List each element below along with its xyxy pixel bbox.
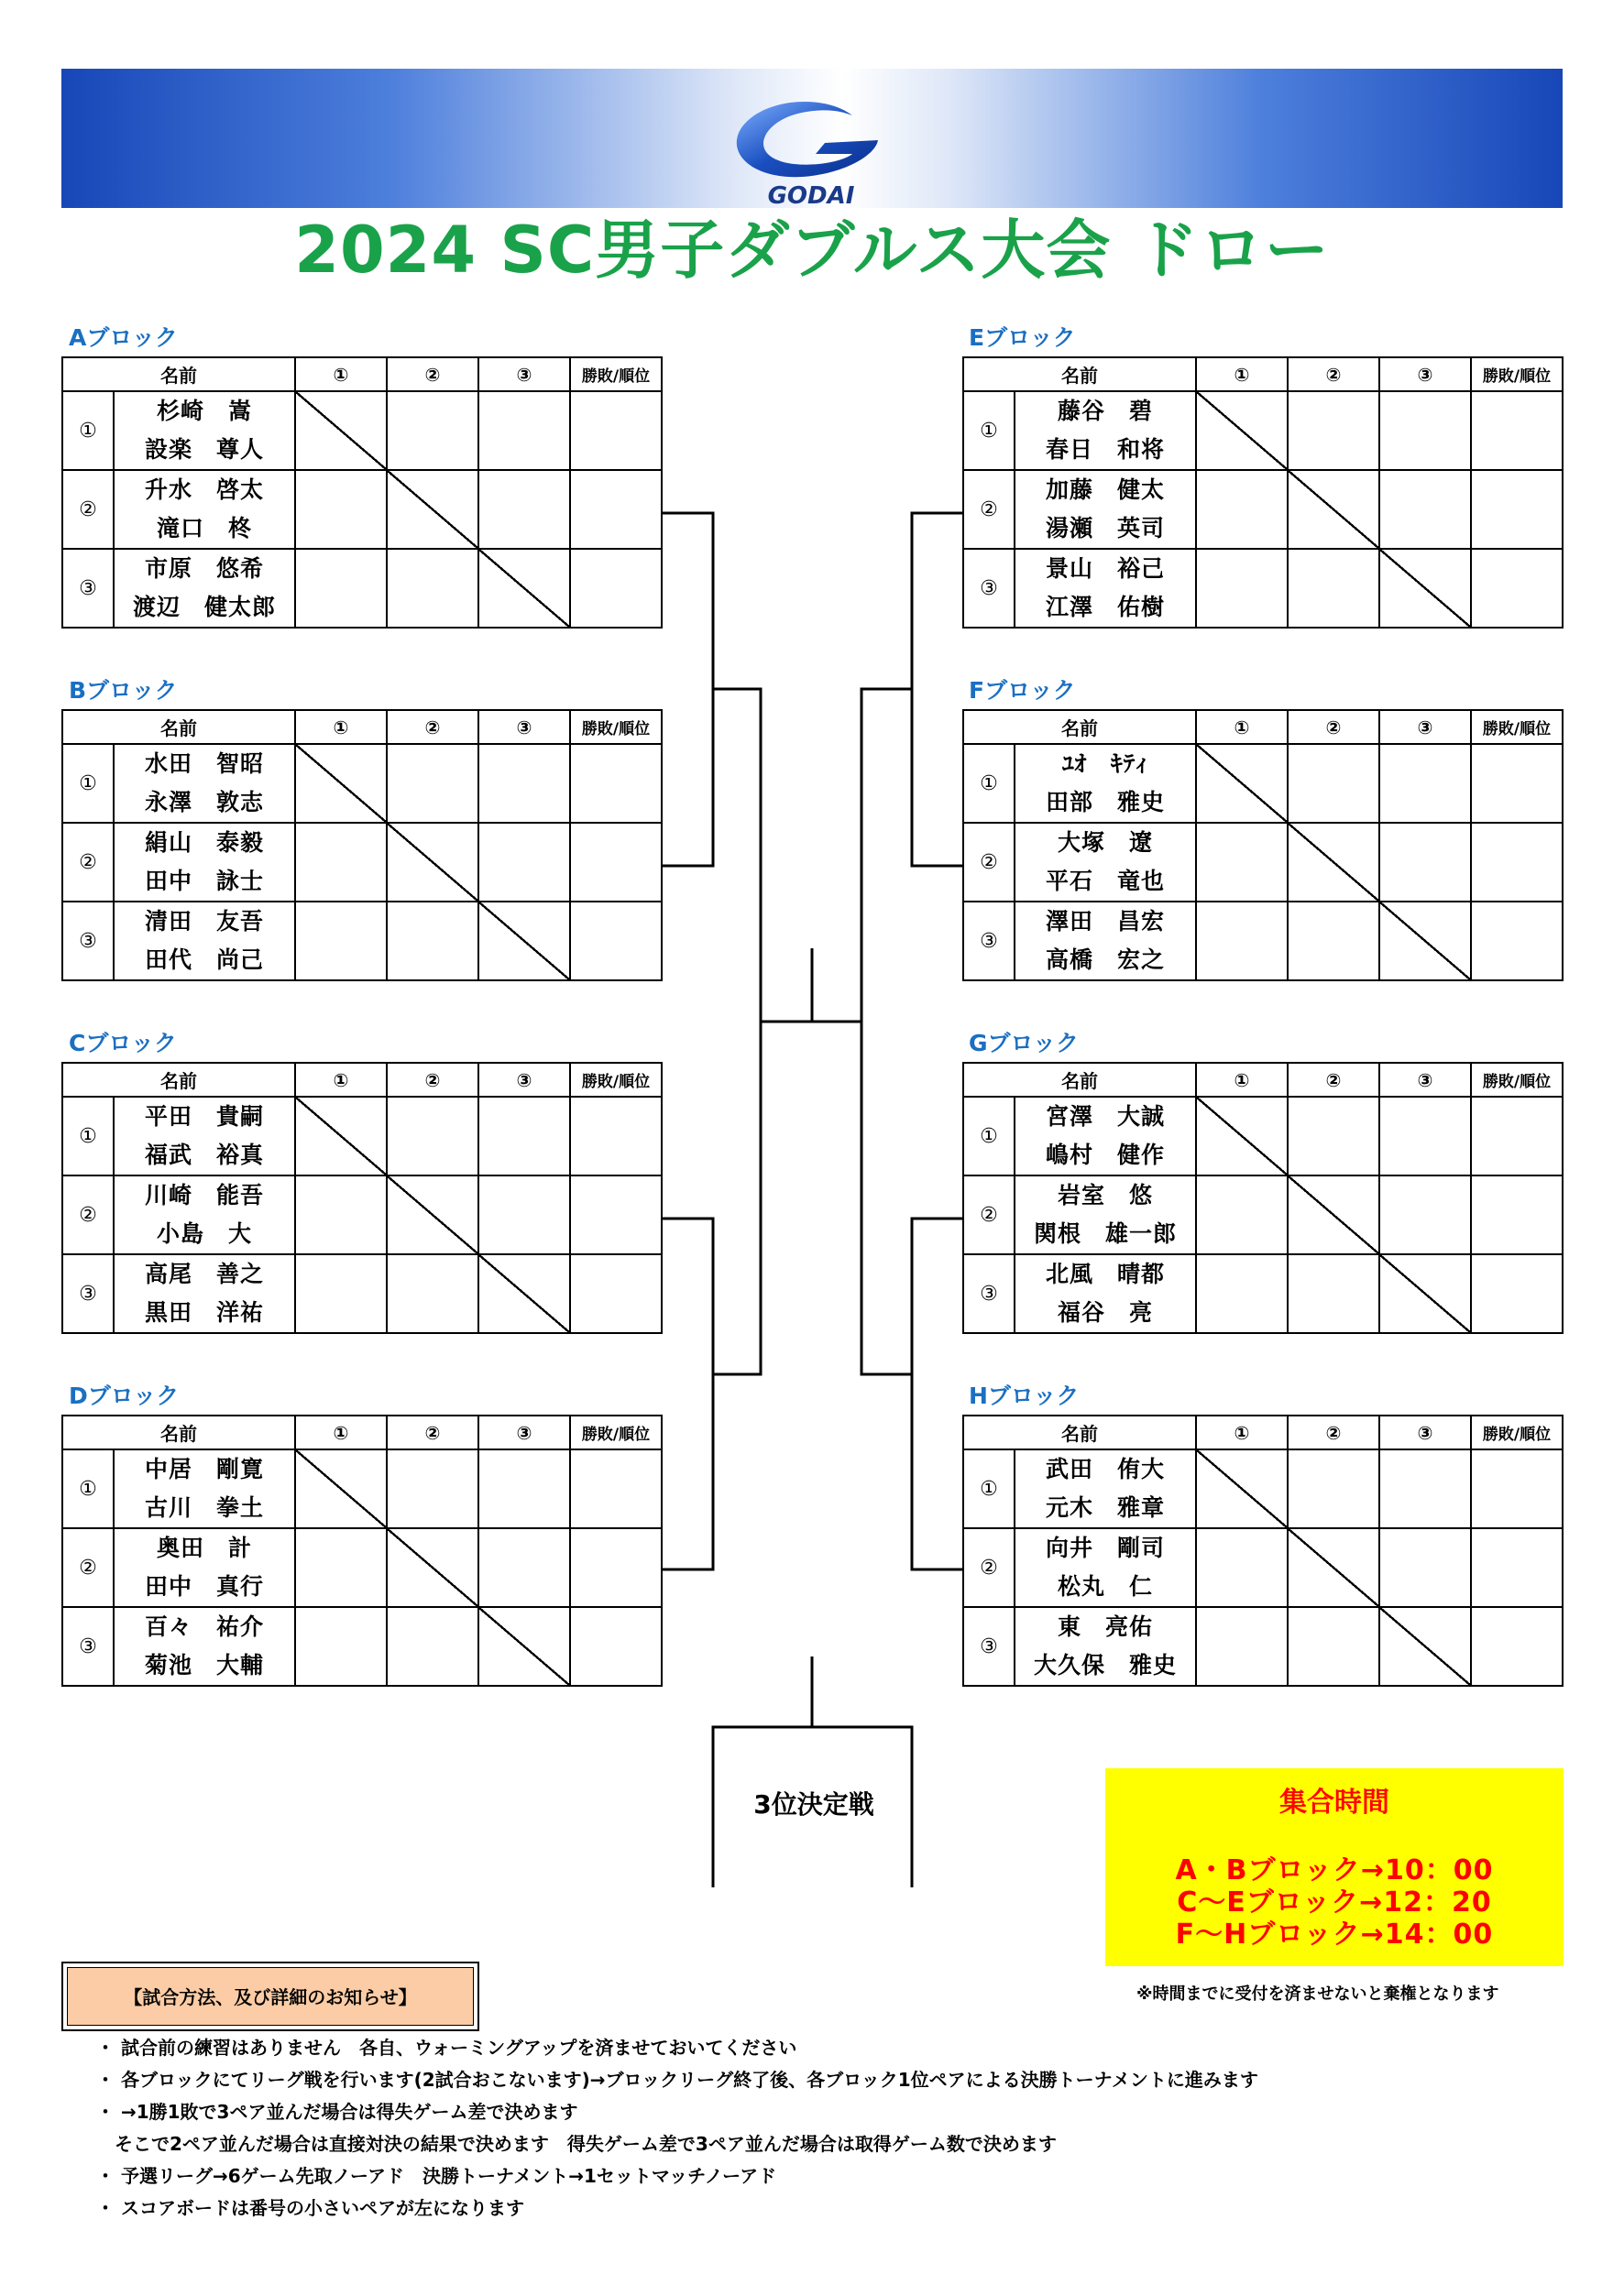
score-cell <box>1379 391 1471 470</box>
header-match-1: ① <box>1196 1416 1288 1449</box>
rule-item: ・ 試合前の練習はありません 各自、ウォーミングアップを済ませておいてください <box>96 2037 797 2059</box>
score-cell <box>1379 1175 1471 1254</box>
pair-names <box>114 470 295 549</box>
header-result: 勝敗/順位 <box>1471 1416 1563 1449</box>
score-cell <box>1196 1528 1288 1607</box>
header-match-2: ② <box>1288 710 1379 744</box>
block-a-label: Aブロック <box>69 324 178 351</box>
score-cell-self <box>1288 1528 1379 1607</box>
score-cell <box>1379 1528 1471 1607</box>
pair-number: ① <box>963 1097 1015 1175</box>
pair-names <box>114 1254 295 1333</box>
player-name: 菊池 大輔 <box>144 1652 264 1678</box>
header-name: 名前 <box>963 1063 1196 1097</box>
player-name: 黒田 洋祐 <box>144 1299 264 1326</box>
block-a-table <box>61 356 663 629</box>
block-h-table <box>962 1415 1564 1687</box>
result-cell <box>570 1607 662 1686</box>
header-match-3: ③ <box>478 1416 570 1449</box>
score-cell <box>478 1175 570 1254</box>
result-cell <box>570 823 662 902</box>
player-name: 松丸 仁 <box>1057 1573 1153 1600</box>
pair-names <box>114 823 295 902</box>
header-match-3: ③ <box>1379 1063 1471 1097</box>
result-cell <box>1471 1528 1563 1607</box>
score-cell <box>295 549 387 628</box>
score-cell-self <box>387 470 478 549</box>
pair-number: ① <box>62 391 114 470</box>
pair-number: ② <box>62 823 114 902</box>
player-name: 杉崎 嵩 <box>156 398 252 424</box>
score-cell <box>295 1254 387 1333</box>
pair-number: ② <box>62 1175 114 1254</box>
score-cell <box>1196 1254 1288 1333</box>
block-c-label: Cブロック <box>69 1030 177 1056</box>
pair-number: ① <box>62 1449 114 1528</box>
pair-names <box>114 1175 295 1254</box>
block-f-table <box>962 709 1564 981</box>
pair-names <box>1015 902 1196 980</box>
header-name: 名前 <box>963 357 1196 391</box>
score-cell <box>387 902 478 980</box>
player-name: 升水 啓太 <box>144 476 264 503</box>
score-cell <box>1288 391 1379 470</box>
rule-item: ・ 予選リーグ→6ゲーム先取ノーアド 決勝トーナメント→1セットマッチノーアド <box>96 2165 777 2187</box>
header-match-3: ③ <box>1379 710 1471 744</box>
score-cell <box>478 470 570 549</box>
pair-names <box>1015 549 1196 628</box>
player-name: 設楽 尊人 <box>144 436 264 463</box>
score-cell <box>387 744 478 823</box>
score-cell <box>1288 549 1379 628</box>
player-name: 市原 悠希 <box>144 555 264 582</box>
score-cell <box>295 470 387 549</box>
pair-names <box>1015 1254 1196 1333</box>
score-cell-self <box>478 549 570 628</box>
header-match-3: ③ <box>1379 357 1471 391</box>
score-cell <box>1288 1607 1379 1686</box>
bracket-ab <box>662 513 713 866</box>
score-cell <box>478 1528 570 1607</box>
header-result: 勝敗/順位 <box>1471 357 1563 391</box>
player-name: 高橋 宏之 <box>1045 946 1165 973</box>
pair-number: ① <box>62 1097 114 1175</box>
pair-number: ② <box>963 823 1015 902</box>
block-b-table <box>61 709 663 981</box>
score-cell <box>387 391 478 470</box>
pair-number: ② <box>62 470 114 549</box>
player-name: 百々 祐介 <box>144 1613 264 1640</box>
result-cell <box>1471 1607 1563 1686</box>
header-name: 名前 <box>62 1063 295 1097</box>
score-cell <box>295 1607 387 1686</box>
header-result: 勝敗/順位 <box>1471 710 1563 744</box>
player-name: 嶋村 健作 <box>1045 1142 1165 1168</box>
result-cell <box>1471 1254 1563 1333</box>
result-cell <box>570 1254 662 1333</box>
header-name: 名前 <box>62 1416 295 1449</box>
rule-item: ・ スコアボードは番号の小さいペアが左になります <box>96 2197 524 2219</box>
rule-item: ・ →1勝1敗で3ペア並んだ場合は得失ゲーム差で決めます <box>96 2101 578 2123</box>
pair-names <box>114 902 295 980</box>
header-name: 名前 <box>62 710 295 744</box>
third-place-label: 3位決定戦 <box>753 1789 874 1820</box>
result-cell <box>1471 470 1563 549</box>
score-cell <box>1196 823 1288 902</box>
score-cell-self <box>387 1528 478 1607</box>
score-cell <box>1288 744 1379 823</box>
assembly-footnote: ※時間までに受付を済ませないと棄権となります <box>1136 1984 1499 2004</box>
pair-number: ③ <box>963 549 1015 628</box>
score-cell <box>295 823 387 902</box>
header-match-2: ② <box>387 1063 478 1097</box>
player-name: 江澤 佑樹 <box>1045 594 1165 620</box>
header-match-3: ③ <box>478 357 570 391</box>
result-cell <box>1471 391 1563 470</box>
result-cell <box>1471 549 1563 628</box>
block-e-table <box>962 356 1564 629</box>
player-name: 滝口 柊 <box>156 515 252 541</box>
header-result: 勝敗/順位 <box>570 710 662 744</box>
block-d-label: Dブロック <box>69 1383 180 1409</box>
bracket-gh <box>912 1219 962 1569</box>
block-g-table <box>962 1062 1564 1334</box>
score-cell-self <box>478 1607 570 1686</box>
score-cell <box>387 1254 478 1333</box>
pair-number: ③ <box>62 1254 114 1333</box>
score-cell <box>387 1449 478 1528</box>
score-cell <box>1379 744 1471 823</box>
result-cell <box>1471 1449 1563 1528</box>
player-name: 小島 大 <box>156 1220 252 1247</box>
pair-names <box>1015 391 1196 470</box>
pair-number: ③ <box>62 1607 114 1686</box>
player-name: 田中 詠士 <box>144 868 264 894</box>
score-cell <box>478 1449 570 1528</box>
bracket-cd <box>662 1219 713 1569</box>
score-cell <box>387 1097 478 1175</box>
header-match-1: ① <box>295 1416 387 1449</box>
player-name: 永澤 敦志 <box>144 789 264 815</box>
score-cell-self <box>295 744 387 823</box>
assembly-line: A・Bブロック→10：00 <box>1175 1854 1494 1886</box>
score-cell <box>1196 902 1288 980</box>
pair-number: ③ <box>963 1607 1015 1686</box>
block-c-table <box>61 1062 663 1334</box>
pair-number: ① <box>62 744 114 823</box>
score-cell-self <box>1196 744 1288 823</box>
result-cell <box>570 1528 662 1607</box>
header-match-1: ① <box>1196 1063 1288 1097</box>
header-match-3: ③ <box>478 1063 570 1097</box>
result-cell <box>570 1449 662 1528</box>
result-cell <box>1471 902 1563 980</box>
pair-number: ③ <box>963 902 1015 980</box>
score-cell-self <box>478 902 570 980</box>
pair-number: ② <box>963 470 1015 549</box>
result-cell <box>570 391 662 470</box>
player-name: 福武 裕真 <box>144 1142 264 1168</box>
result-cell <box>570 902 662 980</box>
assembly-line: C～Eブロック→12：20 <box>1177 1886 1492 1919</box>
score-cell-self <box>1196 391 1288 470</box>
score-cell-self <box>1379 1254 1471 1333</box>
header-name: 名前 <box>963 710 1196 744</box>
player-name: 藤谷 碧 <box>1057 398 1153 424</box>
header-name: 名前 <box>963 1416 1196 1449</box>
header-match-2: ② <box>1288 357 1379 391</box>
score-cell <box>1196 470 1288 549</box>
score-cell-self <box>1196 1097 1288 1175</box>
assembly-heading: 集合時間 <box>1279 1787 1389 1819</box>
pair-names <box>1015 470 1196 549</box>
player-name: 渡辺 健太郎 <box>132 594 276 620</box>
score-cell-self <box>1379 549 1471 628</box>
player-name: 宮澤 大誠 <box>1045 1103 1165 1130</box>
player-name: 澤田 昌宏 <box>1045 908 1165 935</box>
block-b-label: Bブロック <box>69 677 178 704</box>
player-name: 北風 晴都 <box>1045 1261 1165 1287</box>
score-cell-self <box>1288 1175 1379 1254</box>
score-cell <box>387 1607 478 1686</box>
pair-names <box>114 1097 295 1175</box>
pair-names <box>114 549 295 628</box>
block-e-label: Eブロック <box>969 324 1076 351</box>
player-name: 平田 貴嗣 <box>144 1103 264 1130</box>
result-cell <box>570 549 662 628</box>
bracket-left-semi <box>713 689 761 1374</box>
pair-names <box>114 744 295 823</box>
score-cell-self <box>295 391 387 470</box>
pair-names <box>1015 1097 1196 1175</box>
pair-number: ① <box>963 744 1015 823</box>
pair-names <box>114 391 295 470</box>
player-name: 関根 雄一郎 <box>1033 1220 1177 1247</box>
result-cell <box>570 744 662 823</box>
player-name: 大久保 雅史 <box>1033 1652 1177 1678</box>
header-match-2: ② <box>1288 1063 1379 1097</box>
header-result: 勝敗/順位 <box>570 1416 662 1449</box>
bracket-right-semi <box>861 689 912 1374</box>
pair-names <box>1015 1528 1196 1607</box>
notice-title: 【試合方法、及び詳細のお知らせ】 <box>67 1967 474 2026</box>
header-result: 勝敗/順位 <box>1471 1063 1563 1097</box>
player-name: 奥田 計 <box>156 1535 252 1561</box>
result-cell <box>570 470 662 549</box>
score-cell <box>1379 470 1471 549</box>
rules-list <box>96 2032 1258 2225</box>
block-d-table <box>61 1415 663 1687</box>
result-cell <box>1471 1175 1563 1254</box>
player-name: 田部 雅史 <box>1045 789 1165 815</box>
score-cell <box>1196 1175 1288 1254</box>
score-cell <box>295 902 387 980</box>
player-name: 大塚 遼 <box>1057 829 1153 856</box>
result-cell <box>1471 1097 1563 1175</box>
score-cell <box>478 823 570 902</box>
page-title: 2024 SC男子ダブルス大会 ドロー <box>294 213 1330 288</box>
player-name: 向井 剛司 <box>1045 1535 1165 1561</box>
header-match-2: ② <box>387 1416 478 1449</box>
player-name: 春日 和将 <box>1045 436 1165 463</box>
score-cell <box>1196 1607 1288 1686</box>
header-match-2: ② <box>387 710 478 744</box>
score-cell <box>295 1175 387 1254</box>
pair-names <box>114 1607 295 1686</box>
score-cell <box>1288 1254 1379 1333</box>
player-name: 景山 裕己 <box>1045 555 1165 582</box>
score-cell-self <box>387 1175 478 1254</box>
player-name: 清田 友吾 <box>144 908 264 935</box>
pair-number: ③ <box>963 1254 1015 1333</box>
player-name: 古川 拳土 <box>144 1494 264 1521</box>
player-name: 絹山 泰毅 <box>144 829 264 856</box>
header-result: 勝敗/順位 <box>570 357 662 391</box>
header-match-2: ② <box>387 357 478 391</box>
result-cell <box>570 1175 662 1254</box>
score-cell-self <box>1196 1449 1288 1528</box>
rule-item: ・ 各ブロックにてリーグ戦を行います(2試合おこないます)→ブロックリーグ終了後、各ブロック1位ペアによる決勝トーナメントに進みます <box>96 2069 1258 2091</box>
pair-number: ③ <box>62 549 114 628</box>
pair-names <box>1015 744 1196 823</box>
pair-number: ① <box>963 1449 1015 1528</box>
header-match-1: ① <box>295 710 387 744</box>
score-cell <box>1379 823 1471 902</box>
pair-names <box>1015 1449 1196 1528</box>
score-cell <box>1196 549 1288 628</box>
pair-number: ② <box>963 1175 1015 1254</box>
player-name: 川崎 能吾 <box>144 1182 264 1208</box>
header-match-1: ① <box>1196 710 1288 744</box>
score-cell-self <box>478 1254 570 1333</box>
player-name: 中居 剛寛 <box>144 1456 264 1482</box>
score-cell <box>1379 1449 1471 1528</box>
bracket-ef <box>912 513 962 866</box>
score-cell <box>1288 1449 1379 1528</box>
result-cell <box>570 1097 662 1175</box>
player-name: ﾕｵ ｷﾃｨ <box>1062 750 1148 777</box>
player-name: 水田 智昭 <box>144 750 264 777</box>
assembly-time-box <box>1105 1768 1564 1966</box>
result-cell <box>1471 744 1563 823</box>
pair-names <box>114 1449 295 1528</box>
pair-number: ② <box>62 1528 114 1607</box>
block-h-label: Hブロック <box>969 1383 1080 1409</box>
pair-names <box>1015 1607 1196 1686</box>
score-cell <box>295 1528 387 1607</box>
header-result: 勝敗/順位 <box>570 1063 662 1097</box>
header-match-3: ③ <box>1379 1416 1471 1449</box>
block-g-label: Gブロック <box>969 1030 1080 1056</box>
logo-text: GODAI <box>767 182 855 209</box>
score-cell <box>1288 1097 1379 1175</box>
player-name: 加藤 健太 <box>1045 476 1165 503</box>
rule-item: そこで2ペア並んだ場合は直接対決の結果で決めます 得失ゲーム差で3ペア並んだ場合は取得ゲーム数で決めます <box>115 2133 1057 2155</box>
player-name: 高尾 善之 <box>144 1261 264 1287</box>
score-cell <box>478 744 570 823</box>
score-cell <box>387 549 478 628</box>
block-f-label: Fブロック <box>969 677 1076 704</box>
pair-number: ② <box>963 1528 1015 1607</box>
header-name: 名前 <box>62 357 295 391</box>
header-match-3: ③ <box>478 710 570 744</box>
score-cell-self <box>1379 1607 1471 1686</box>
header-match-1: ① <box>1196 357 1288 391</box>
pair-number: ① <box>963 391 1015 470</box>
score-cell <box>478 1097 570 1175</box>
player-name: 武田 侑大 <box>1045 1456 1165 1482</box>
pair-number: ③ <box>62 902 114 980</box>
pair-names <box>1015 1175 1196 1254</box>
player-name: 田中 真行 <box>144 1573 264 1600</box>
score-cell <box>1288 902 1379 980</box>
score-cell-self <box>1288 823 1379 902</box>
result-cell <box>1471 823 1563 902</box>
player-name: 平石 竜也 <box>1045 868 1165 894</box>
player-name: 元木 雅章 <box>1045 1494 1165 1521</box>
score-cell-self <box>295 1097 387 1175</box>
header-match-1: ① <box>295 1063 387 1097</box>
score-cell-self <box>387 823 478 902</box>
notice-title-box <box>61 1962 479 2031</box>
player-name: 東 亮佑 <box>1057 1613 1153 1640</box>
player-name: 福谷 亮 <box>1057 1299 1153 1326</box>
pair-names <box>114 1528 295 1607</box>
assembly-line: F～Hブロック→14：00 <box>1175 1919 1494 1951</box>
pair-names <box>1015 823 1196 902</box>
header-match-1: ① <box>295 357 387 391</box>
player-name: 田代 尚己 <box>144 946 264 973</box>
score-cell-self <box>1288 470 1379 549</box>
score-cell <box>1379 1097 1471 1175</box>
header-match-2: ② <box>1288 1416 1379 1449</box>
score-cell-self <box>295 1449 387 1528</box>
score-cell <box>478 391 570 470</box>
score-cell-self <box>1379 902 1471 980</box>
player-name: 湯瀬 英司 <box>1045 515 1165 541</box>
player-name: 岩室 悠 <box>1057 1182 1153 1208</box>
